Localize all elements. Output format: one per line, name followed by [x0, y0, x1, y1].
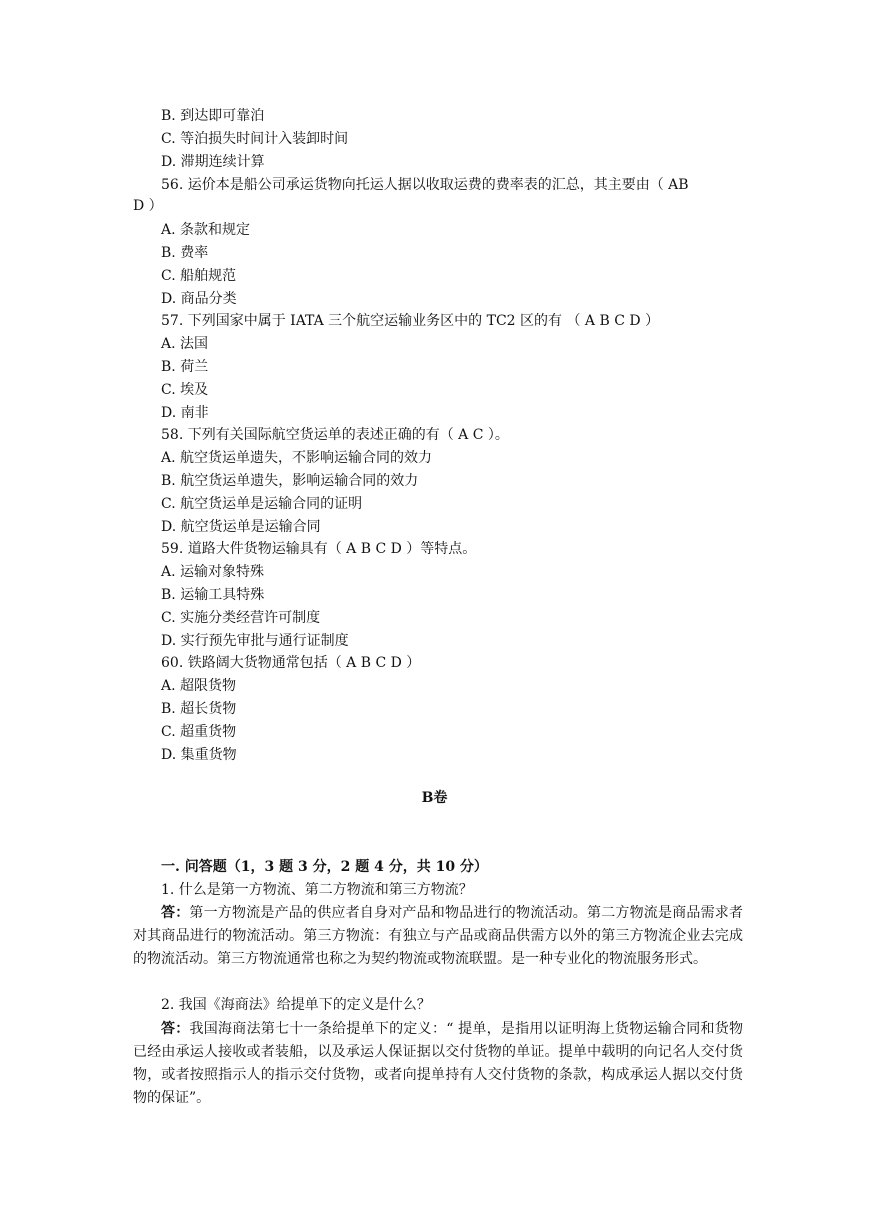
q59-stem: 59. 道路大件货物运输具有（ A B C D ）等特点。	[161, 541, 477, 557]
q60-option-b: B. 超长货物	[161, 701, 237, 717]
q60-stem: 60. 铁路阔大货物通常包括（ A B C D ）	[161, 655, 421, 671]
q60-option-c: C. 超重货物	[161, 724, 237, 740]
q55-option-d: D. 滞期连续计算	[161, 154, 265, 170]
qa1-answer-text: 第一方物流是产品的供应者自身对产品和物品进行的物流活动。第二方物流是商品需求者对其商品进行的物流活动。第三方物流：有独立与产品或商品供需方以外的第三方物流企业去完成的物流活动。第三方物流通常也称之为契约物流或物流联盟。是一种专业化的物流服务形式。	[133, 905, 744, 967]
q57-stem: 57. 下列国家中属于 IATA 三个航空运输业务区中的 TC2 区的有 （ A B C D ）	[161, 313, 660, 329]
q57-option-a: A. 法国	[161, 336, 209, 352]
q57-option-c: C. 埃及	[161, 382, 209, 398]
q56-option-a: A. 条款和规定	[161, 222, 251, 238]
q59-option-c: C. 实施分类经营许可制度	[161, 610, 321, 626]
q60-option-d: D. 集重货物	[161, 747, 237, 763]
q60-option-a: A. 超限货物	[161, 678, 237, 694]
q58-option-b: B. 航空货运单遗失，影响运输合同的效力	[161, 473, 419, 489]
section-b-title: B卷	[421, 790, 448, 806]
q58-stem: 58. 下列有关国际航空货运单的表述正确的有（ A C ）。	[161, 427, 509, 443]
q56-option-c: C. 船舶规范	[161, 268, 237, 284]
qa2-answer-text: 我国海商法第七十一条给提单下的定义：“ 提单，是指用以证明海上货物运输合同和货物已经由承运人接收或者装船，以及承运人保证据以交付货物的单证。提单中载明的向记名人交付货物，或者按照指示人的指示交付货物，或者向提单持有人交付货物的条款，构成承运人据以交付货物的保证”。	[133, 1021, 744, 1106]
q58-option-d: D. 航空货运单是运输合同	[161, 519, 321, 535]
qa1-answer-label: 答：	[161, 905, 190, 921]
q59-option-b: B. 运输工具特殊	[161, 587, 265, 603]
q57-option-d: D. 南非	[161, 405, 209, 421]
qa2-question: 2. 我国《海商法》给提单下的定义是什么？	[161, 997, 431, 1013]
q59-option-a: A. 运输对象特殊	[161, 564, 265, 580]
q57-option-b: B. 荷兰	[161, 359, 209, 375]
q55-option-b: B. 到达即可靠泊	[161, 108, 265, 124]
q58-option-a: A. 航空货运单遗失，不影响运输合同的效力	[161, 450, 433, 466]
qa2-answer-label: 答：	[161, 1021, 190, 1037]
q56-option-d: D. 商品分类	[161, 291, 237, 307]
q58-option-c: C. 航空货运单是运输合同的证明	[161, 496, 363, 512]
qa1-question: 1. 什么是第一方物流、第二方物流和第三方物流？	[161, 882, 473, 898]
qa2-answer	[133, 1018, 743, 1110]
q56-option-b: B. 费率	[161, 245, 209, 261]
q59-option-d: D. 实行预先审批与通行证制度	[161, 633, 349, 649]
part1-title: 一. 问答题（1，3 题 3 分，2 题 4 分，共 10 分）	[161, 859, 488, 875]
q56-stem-line2: D ）	[133, 198, 163, 214]
qa1-answer	[133, 902, 743, 971]
q56-stem-line1: 56. 运价本是船公司承运货物向托运人据以收取运费的费率表的汇总，其主要由（ AB	[161, 177, 689, 193]
q55-option-c: C. 等泊损失时间计入装卸时间	[161, 131, 349, 147]
